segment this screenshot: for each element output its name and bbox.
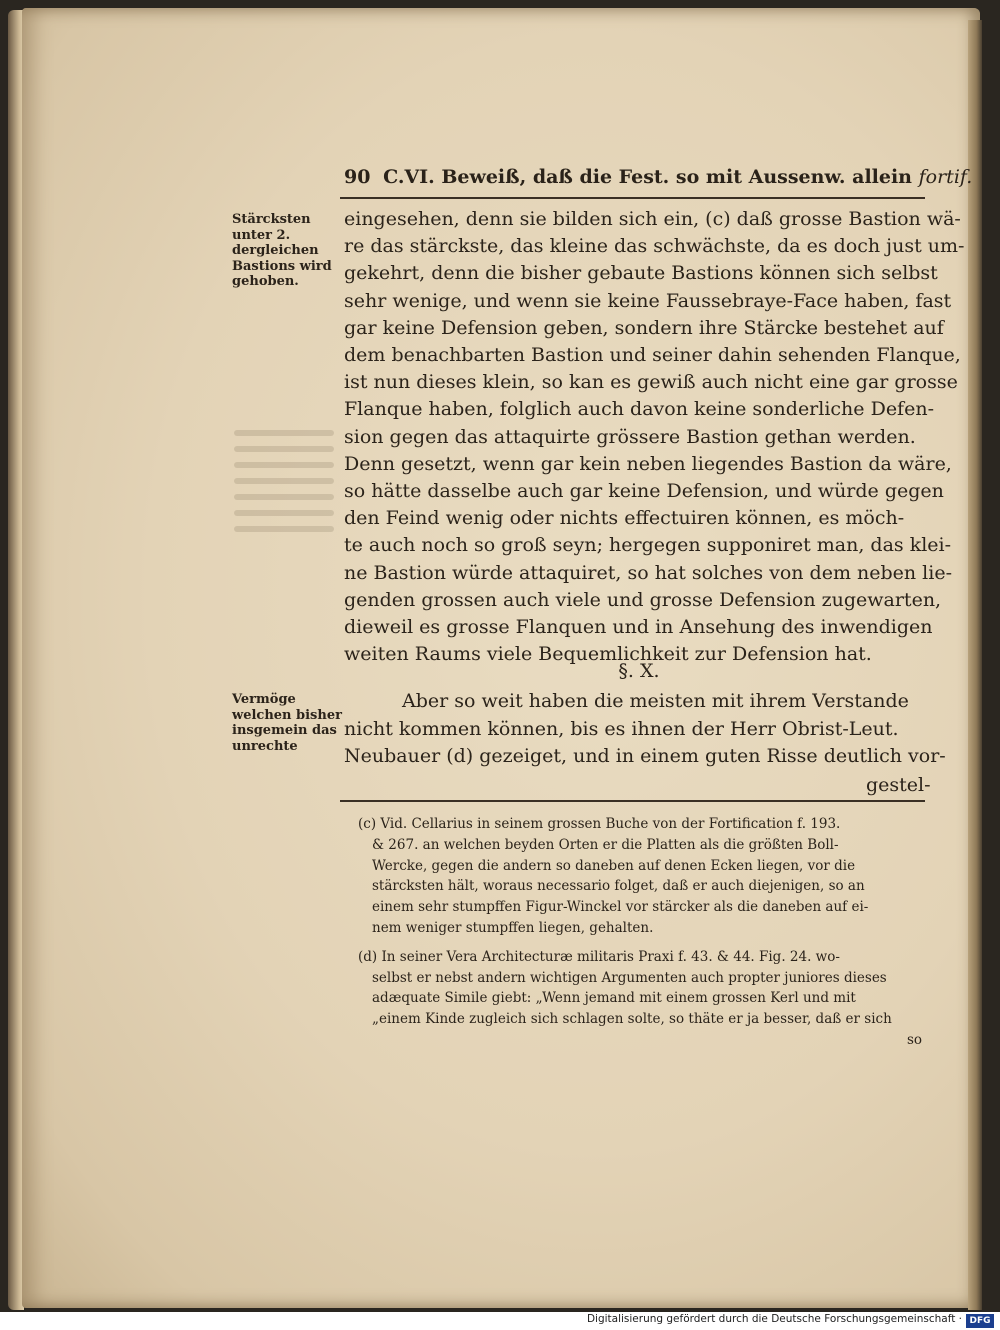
text-line: ne Bastion würde attaquiret, so hat solches von dem neben lie- xyxy=(344,561,952,584)
text-line: den Feind wenig oder nichts effectuiren können, es möch- xyxy=(344,507,905,530)
footnote-line: stärcksten hält, woraus necessario folget, daß er auch diejenigen, so an xyxy=(372,878,865,895)
footnote-line: Wercke, gegen die andern so daneben auf denen Ecken liegen, vor die xyxy=(372,857,856,874)
text-line: gekehrt, denn die bisher gebaute Bastions können sich selbst xyxy=(344,262,938,285)
footnote-line: einem sehr stumpffen Figur-Winckel vor stärcker als die daneben auf ei- xyxy=(372,899,869,916)
header-title-end: fortif. xyxy=(918,166,973,188)
text-line: te auch noch so groß seyn; hergegen supponiret man, das klei- xyxy=(344,534,952,557)
footnote-line: (d) In seiner Vera Architecturæ militaris Praxi f. 43. & 44. Fig. 24. wo- xyxy=(358,948,840,965)
margin-note-1: Stärcksten unter 2. dergleichen Bastions wird gehoben. xyxy=(232,212,332,289)
footnote-line: adæquate Simile giebt: „Wenn jemand mit einem grossen Kerl und mit xyxy=(372,990,856,1007)
text-line: so hätte dasselbe auch gar keine Defension, und würde gegen xyxy=(344,480,944,503)
main-text xyxy=(344,206,965,668)
page-number: 90 xyxy=(344,166,371,188)
text-line: eingesehen, denn sie bilden sich ein, (c) daß grosse Bastion wä- xyxy=(344,208,961,230)
text-line: Neubauer (d) gezeiget, und in einem guten Risse deutlich vor- xyxy=(344,745,946,767)
footnote-line: „einem Kinde zugleich sich schlagen solte, so thäte er ja besser, daß er sich xyxy=(372,1011,892,1028)
text-line: Denn gesetzt, wenn gar kein neben liegendes Bastion da wäre, xyxy=(344,452,952,475)
header-rule xyxy=(340,197,925,199)
text-line: sion gegen das attaquirte grössere Bastion gethan werden. xyxy=(344,425,916,448)
text-line: nicht kommen können, bis es ihnen der Herr Obrist-Leut. xyxy=(344,717,899,740)
header-title: C.VI. Beweiß, daß die Fest. so mit Aussenw. allein xyxy=(383,166,912,188)
text-line: genden grossen auch viele und grosse Defension zugewarten, xyxy=(344,588,942,611)
page-right-edge xyxy=(968,20,982,1310)
footer-credit: Digitalisierung gefördert durch die Deutsche Forschungsgemeinschaft · xyxy=(586,1313,962,1325)
text-line: sehr wenige, und wenn sie keine Faussebraye-Face haben, fast xyxy=(344,289,952,312)
text-line: Flanque haben, folglich auch davon keine sonderliche Defen- xyxy=(344,398,934,421)
text-line: dieweil es grosse Flanquen und in Ansehung des inwendigen xyxy=(344,616,933,639)
section-heading: §. X. xyxy=(618,660,660,682)
text-line: re das stärckste, das kleine das schwächste, da es doch just um- xyxy=(344,235,965,258)
footnote-line: (c) Vid. Cellarius in seinem grossen Buche von der Fortification f. 193. xyxy=(358,816,841,832)
text-line: gar keine Defension geben, sondern ihre Stärcke bestehet auf xyxy=(344,316,944,339)
text-line: ist nun dieses klein, so kan es gewiß auch nicht eine gar grosse xyxy=(344,371,958,394)
text-line: dem benachbarten Bastion und seiner dahin sehenden Flanque, xyxy=(344,344,961,367)
footnote-line: nem weniger stumpffen liegen, gehalten. xyxy=(372,919,654,936)
footnote-rule xyxy=(340,800,925,802)
footnote-line: selbst er nebst andern wichtigen Argumenten auch propter juniores dieses xyxy=(372,969,887,986)
margin-note-2: Vermöge welchen bisher insgemein das unrechte xyxy=(232,692,342,754)
bleed-through-text xyxy=(234,430,334,540)
text-line: Aber so weit haben die meisten mit ihrem Verstande xyxy=(402,690,909,712)
catchword: gestel- xyxy=(866,774,931,796)
footnote-catchword: so xyxy=(906,1031,922,1048)
text-line: weiten Raums viele Bequemlichkeit zur Defension hat. xyxy=(344,643,872,666)
dfg-logo-icon: DFG xyxy=(966,1314,994,1328)
footnotes xyxy=(358,814,928,1051)
footnote-line: & 267. an welchen beyden Orten er die Platten als die größten Boll- xyxy=(372,836,839,853)
paragraph-2 xyxy=(344,688,946,771)
running-header xyxy=(344,166,973,196)
